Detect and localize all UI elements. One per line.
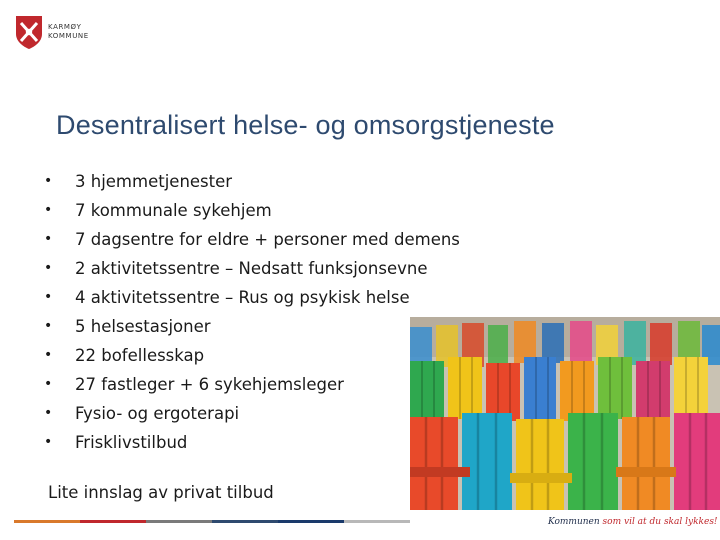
bullet-dot-icon: • — [44, 173, 53, 189]
kommune-logo — [14, 14, 94, 52]
bullet-list — [44, 167, 460, 457]
footer-bar-segment — [146, 520, 212, 523]
logo-line-1: KARMØY — [48, 23, 82, 31]
logo-text — [48, 23, 89, 41]
bullet-item — [44, 283, 460, 312]
bullet-dot-icon: • — [44, 202, 53, 218]
footer-bar-segment — [80, 520, 146, 523]
bullet-dot-icon: • — [44, 318, 53, 334]
bullet-text: 3 hjemmetjenester — [75, 172, 233, 191]
slogan-part-1: Kommunen — [548, 517, 603, 527]
bullet-dot-icon: • — [44, 434, 53, 450]
bullet-item — [44, 167, 460, 196]
coat-of-arms-icon — [14, 14, 44, 50]
bullet-text: Fysio- og ergoterapi — [75, 404, 240, 423]
bullet-text: 2 aktivitetssentre – Nedsatt funksjonsevne — [75, 259, 428, 278]
slide-title: Desentralisert helse- og omsorgstjeneste — [56, 110, 555, 141]
bullet-item — [44, 428, 460, 457]
bullet-dot-icon: • — [44, 260, 53, 276]
bullet-dot-icon: • — [44, 289, 53, 305]
bullet-item — [44, 399, 460, 428]
slogan-part-2: som vil at du skal lykkes! — [602, 517, 718, 527]
bullet-text: 4 aktivitetssentre – Rus og psykisk helse — [75, 288, 410, 307]
footer-slogan — [548, 517, 718, 527]
footer-bar-segment — [14, 520, 80, 523]
bullet-dot-icon: • — [44, 376, 53, 392]
bullet-text: 5 helsestasjoner — [75, 317, 211, 336]
bullet-item — [44, 196, 460, 225]
logo-line-2: KOMMUNE — [48, 32, 89, 40]
bullet-item — [44, 254, 460, 283]
bullet-dot-icon: • — [44, 231, 53, 247]
bullet-item — [44, 370, 460, 399]
bullet-item — [44, 312, 460, 341]
chairs-photo — [410, 317, 720, 510]
footer-bar-segment — [344, 520, 410, 523]
footer-bar-segment — [278, 520, 344, 523]
bullet-item — [44, 225, 460, 254]
footer-bar-segment — [212, 520, 278, 523]
bullet-dot-icon: • — [44, 347, 53, 363]
bullet-text: 7 dagsentre for eldre + personer med demens — [75, 230, 460, 249]
bullet-text: Frisklivstilbud — [75, 433, 188, 452]
bullet-text: 27 fastleger + 6 sykehjemsleger — [75, 375, 344, 394]
footnote: Lite innslag av privat tilbud — [48, 483, 274, 502]
chairs-image — [410, 317, 720, 510]
footer-color-bar — [14, 520, 410, 523]
bullet-item — [44, 341, 460, 370]
bullet-text: 7 kommunale sykehjem — [75, 201, 272, 220]
bullet-dot-icon: • — [44, 405, 53, 421]
bullet-text: 22 bofellesskap — [75, 346, 205, 365]
